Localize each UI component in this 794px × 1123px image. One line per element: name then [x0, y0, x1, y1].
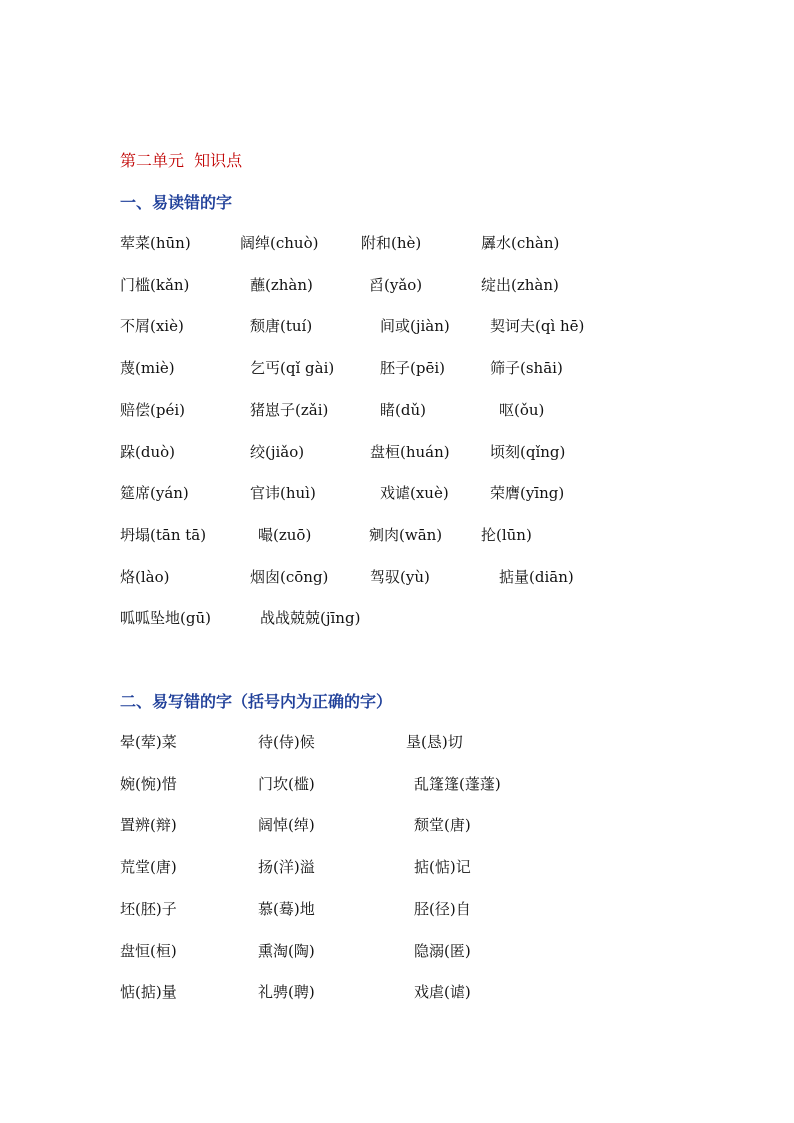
word-row — [0, 940, 794, 964]
word-entry: 蔑(miè) — [120, 359, 175, 378]
word-entry: 跺(duò) — [120, 442, 175, 461]
word-entry: 掂量(diān) — [499, 567, 574, 586]
word-entry: 颓唐(tuí) — [250, 317, 313, 336]
word-row — [0, 814, 794, 838]
word-entry: 烙(lào) — [120, 567, 170, 586]
word-row — [0, 232, 794, 256]
word-entry: 抡(lūn) — [481, 525, 532, 544]
word-row — [0, 898, 794, 922]
word-entry: 扬(洋)溢 — [258, 858, 315, 877]
word-entry: 盘恒(桓) — [120, 941, 177, 960]
word-entry: 坍塌(tān tā) — [120, 525, 207, 544]
word-row — [0, 399, 794, 423]
word-row — [0, 274, 794, 298]
word-entry: 戏谑(xuè) — [380, 484, 449, 503]
word-entry: 惦(掂)量 — [120, 983, 177, 1002]
word-entry: 剜肉(wān) — [369, 525, 443, 544]
word-entry: 慕(蓦)地 — [258, 899, 315, 918]
word-entry: 羼水(chàn) — [481, 234, 560, 252]
word-entry: 筛子(shāi) — [490, 359, 563, 378]
word-entry: 阔悼(绰) — [258, 816, 315, 835]
word-entry: 荣膺(yīng) — [490, 484, 565, 503]
word-row — [0, 357, 794, 381]
word-entry: 附和(hè) — [361, 234, 422, 252]
unit-title: 第二单元 知识点 — [120, 151, 243, 170]
word-entry: 颓堂(唐) — [414, 816, 471, 835]
word-row — [0, 981, 794, 1005]
word-entry: 不屑(xiè) — [120, 317, 184, 336]
word-entry: 乞丐(qǐ gài) — [250, 359, 335, 378]
word-entry: 置辨(辩) — [120, 816, 177, 835]
word-entry: 筵席(yán) — [120, 484, 189, 503]
word-row — [0, 607, 794, 631]
word-entry: 赔偿(péi) — [120, 400, 185, 419]
word-entry: 战战兢兢(jīng) — [260, 609, 361, 628]
word-entry: 晕(荤)菜 — [120, 733, 177, 751]
word-entry: 礼骋(聘) — [258, 983, 315, 1002]
word-entry: 门坎(槛) — [258, 774, 315, 793]
word-entry: 顷刻(qǐng) — [490, 442, 566, 461]
section-title-misread: 一、易读错的字 — [120, 193, 233, 212]
word-entry: 驾驭(yù) — [370, 567, 430, 586]
word-entry: 猪崽子(zǎi) — [250, 400, 329, 419]
word-row — [0, 856, 794, 880]
word-entry: 绽出(zhàn) — [481, 275, 559, 294]
word-entry: 契诃夫(qì hē) — [490, 317, 585, 336]
word-entry: 烟囱(cōng) — [250, 567, 329, 586]
word-entry: 坯(胚)子 — [120, 899, 177, 918]
word-entry: 呱呱坠地(gū) — [120, 609, 211, 628]
word-entry: 门槛(kǎn) — [120, 275, 190, 294]
word-entry: 熏淘(陶) — [258, 941, 315, 960]
word-entry: 垦(恳)切 — [406, 733, 463, 751]
word-row — [0, 773, 794, 797]
word-entry: 胚子(pēi) — [380, 359, 445, 378]
word-row — [0, 315, 794, 339]
word-entry: 荒堂(唐) — [120, 858, 177, 877]
word-entry: 掂(惦)记 — [414, 858, 471, 877]
word-entry: 待(侍)候 — [258, 733, 315, 751]
word-entry: 荤菜(hūn) — [120, 234, 191, 252]
word-entry: 乱篷篷(蓬蓬) — [414, 774, 501, 793]
word-row — [0, 524, 794, 548]
word-entry: 盘桓(huán) — [370, 442, 450, 461]
word-entry: 戏虐(谑) — [414, 983, 471, 1002]
word-entry: 睹(dǔ) — [380, 400, 426, 419]
word-entry: 嘬(zuō) — [258, 525, 312, 544]
word-entry: 间或(jiàn) — [380, 317, 450, 336]
word-entry: 胫(径)自 — [414, 899, 471, 918]
section-title-miswritten: 二、易写错的字（括号内为正确的字） — [120, 692, 393, 711]
word-entry: 舀(yǎo) — [369, 275, 423, 294]
word-entry: 婉(惋)惜 — [120, 774, 177, 793]
word-entry: 蘸(zhàn) — [250, 275, 313, 294]
word-row — [0, 482, 794, 506]
word-row — [0, 731, 794, 755]
word-row — [0, 441, 794, 465]
word-entry: 阔绰(chuò) — [240, 234, 319, 252]
word-row — [0, 566, 794, 590]
word-entry: 呕(ǒu) — [499, 400, 545, 419]
word-entry: 隐溺(匿) — [414, 941, 471, 960]
word-entry: 绞(jiǎo) — [250, 442, 305, 461]
word-entry: 官讳(huì) — [250, 484, 316, 503]
